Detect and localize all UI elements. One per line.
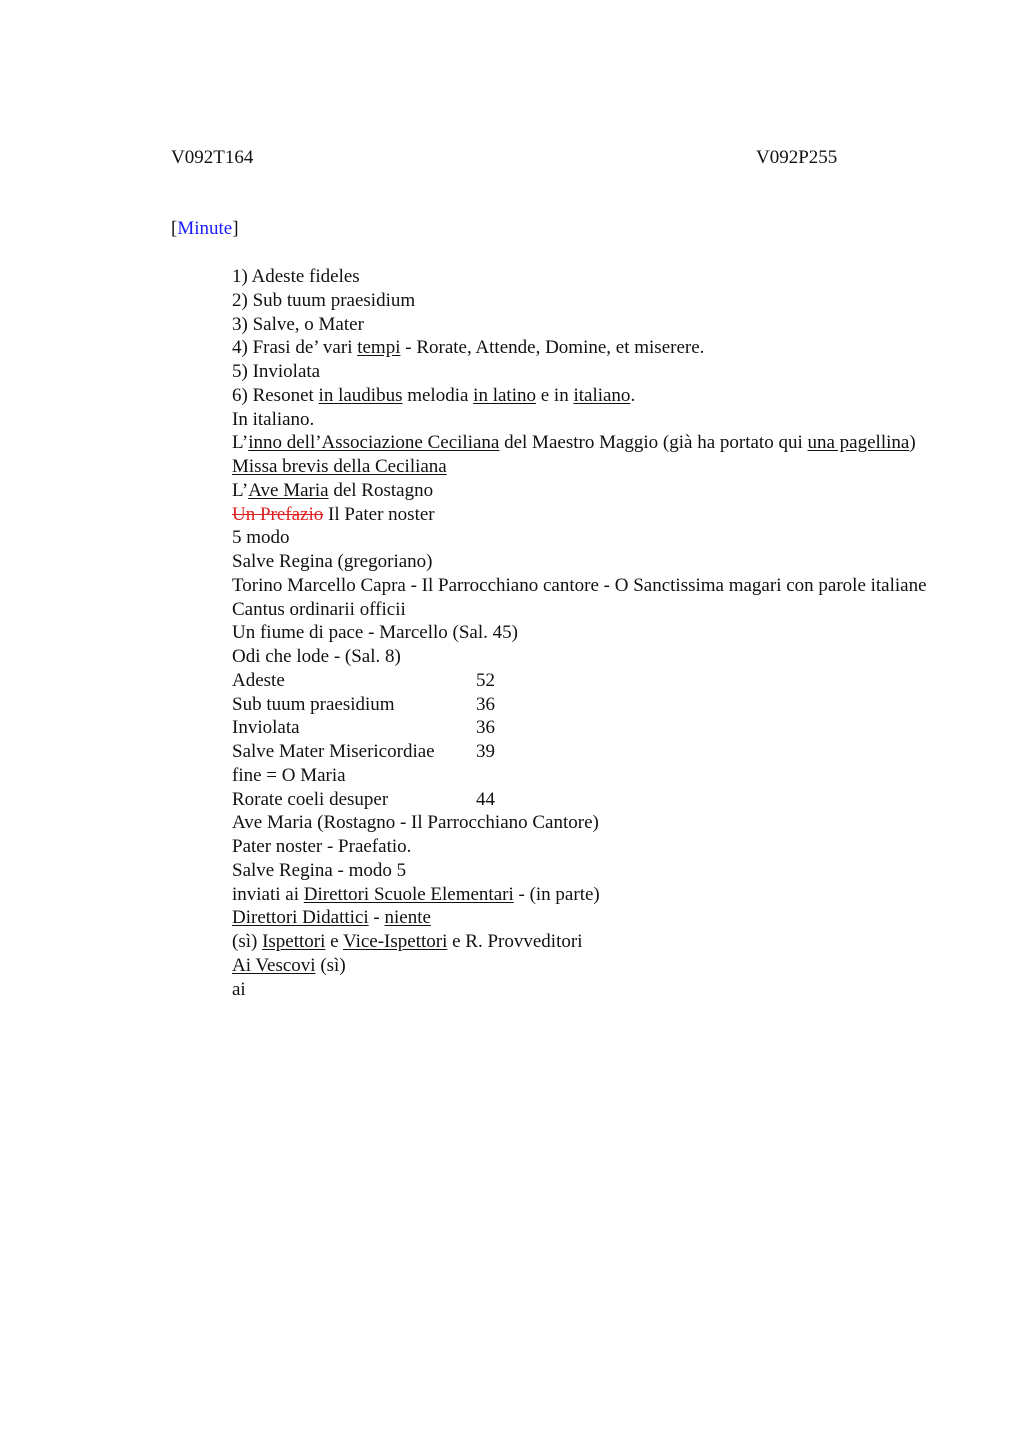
text-line (171, 930, 931, 954)
page-list-number: 44 (476, 788, 495, 810)
underlined-text: una pagellina (807, 432, 910, 454)
underlined-text: Direttori Didattici (232, 907, 369, 929)
text-line: Salve Regina - modo 5 (232, 859, 407, 881)
text-run: (sì) (232, 931, 263, 952)
paragraph-inno (171, 431, 931, 455)
text-run: del Maestro Maggio (già ha portato qui (499, 432, 808, 454)
underlined-text: Vice-Ispettori (343, 931, 448, 952)
text-line (171, 455, 931, 479)
page-list-title: Salve Mater Misericordiae (232, 741, 435, 762)
page-list-number: 52 (476, 669, 495, 691)
text-run: . (630, 384, 636, 406)
text-run: L’ (232, 432, 249, 454)
bracket-open: [ (171, 218, 178, 239)
text-line: Salve Regina (gregoriano) (232, 551, 433, 572)
text-line: Pater noster - Praefatio. (232, 836, 412, 857)
bracket-close: ] (232, 218, 239, 239)
text-line: In italiano. (232, 408, 315, 430)
text-line (171, 479, 931, 503)
text-line (171, 906, 931, 930)
list-item (171, 336, 931, 360)
text-line: Un fiume di pace - Marcello (Sal. 45) (232, 622, 518, 644)
page-list-row (171, 764, 931, 788)
text-run: - Rorate, Attende, Domine, et miserere. (400, 337, 705, 359)
page-list-title: Inviolata (232, 717, 300, 739)
text-run: 4) Frasi de’ vari (232, 337, 358, 359)
section-heading (171, 217, 239, 241)
text-line: 5 modo (232, 527, 290, 549)
paragraph-torino: Torino Marcello Capra - Il Parrocchiano cantore - O Sanctissima magari con parole italiane (232, 574, 927, 596)
page-list-title: Sub tuum praesidium (232, 693, 395, 715)
list-item: 5) Inviolata (232, 361, 321, 382)
underlined-text: tempi (357, 337, 401, 359)
text-run: e R. Provveditori (447, 931, 583, 952)
page-list-row (171, 740, 931, 764)
text-run: ) (909, 432, 916, 454)
text-run: Il Pater noster (323, 503, 435, 525)
page-list-number: 36 (476, 717, 495, 739)
text-run: 6) Resonet (232, 384, 319, 406)
page-list-number: 39 (476, 741, 495, 762)
underlined-text: Direttori Scuole Elementari (303, 883, 514, 905)
section-link-minute[interactable]: Minute (177, 218, 233, 239)
list-item: 3) Salve, o Mater (232, 313, 364, 335)
text-line: ai (232, 978, 246, 1000)
page-list-row (171, 669, 931, 693)
text-line: Odi che lode - (Sal. 8) (232, 646, 401, 667)
list-item: 2) Sub tuum praesidium (232, 289, 416, 311)
text-run: e (325, 931, 343, 952)
document-body (171, 265, 931, 1001)
text-run: (sì) (315, 954, 346, 976)
page-list-row (171, 693, 931, 717)
text-run: - (in parte) (513, 883, 600, 905)
list-item: 1) Adeste fideles (232, 266, 360, 287)
text-run: inviati ai (232, 883, 304, 905)
underlined-text: Ispettori (262, 931, 326, 952)
page-list-row (171, 788, 931, 812)
text-run: e in (535, 384, 574, 406)
underlined-text: Ave Maria (248, 479, 329, 501)
page-list-row (171, 716, 931, 740)
page-list-number: 36 (476, 693, 495, 715)
document-code-right: V092P255 (756, 147, 838, 168)
list-item (171, 384, 931, 408)
page-list-title: Rorate coeli desuper (232, 788, 389, 810)
text-line (171, 954, 931, 978)
text-line: Ave Maria (Rostagno - Il Parrocchiano Cantore) (232, 812, 599, 834)
underlined-text: in laudibus (318, 384, 403, 406)
underlined-text: inno dell’Associazione Ceciliana (248, 432, 500, 454)
underlined-text: in latino (473, 384, 536, 406)
text-line (171, 503, 931, 527)
text-line: Cantus ordinarii officii (232, 598, 406, 620)
text-run: L’ (232, 479, 249, 501)
underlined-text: Ai Vescovi (232, 954, 316, 976)
text-run: del Rostagno (328, 479, 434, 501)
underlined-text: niente (384, 907, 431, 929)
underlined-text: Missa brevis della Ceciliana (232, 456, 447, 477)
underlined-text: italiano (573, 384, 631, 406)
text-run: - (368, 907, 385, 929)
page-list-title: fine = O Maria (232, 764, 346, 786)
text-line (171, 883, 931, 907)
deleted-text: Un Prefazio (232, 503, 324, 525)
document-code-left: V092T164 (171, 147, 254, 168)
text-run: melodia (402, 384, 474, 406)
page-list-title: Adeste (232, 669, 285, 691)
